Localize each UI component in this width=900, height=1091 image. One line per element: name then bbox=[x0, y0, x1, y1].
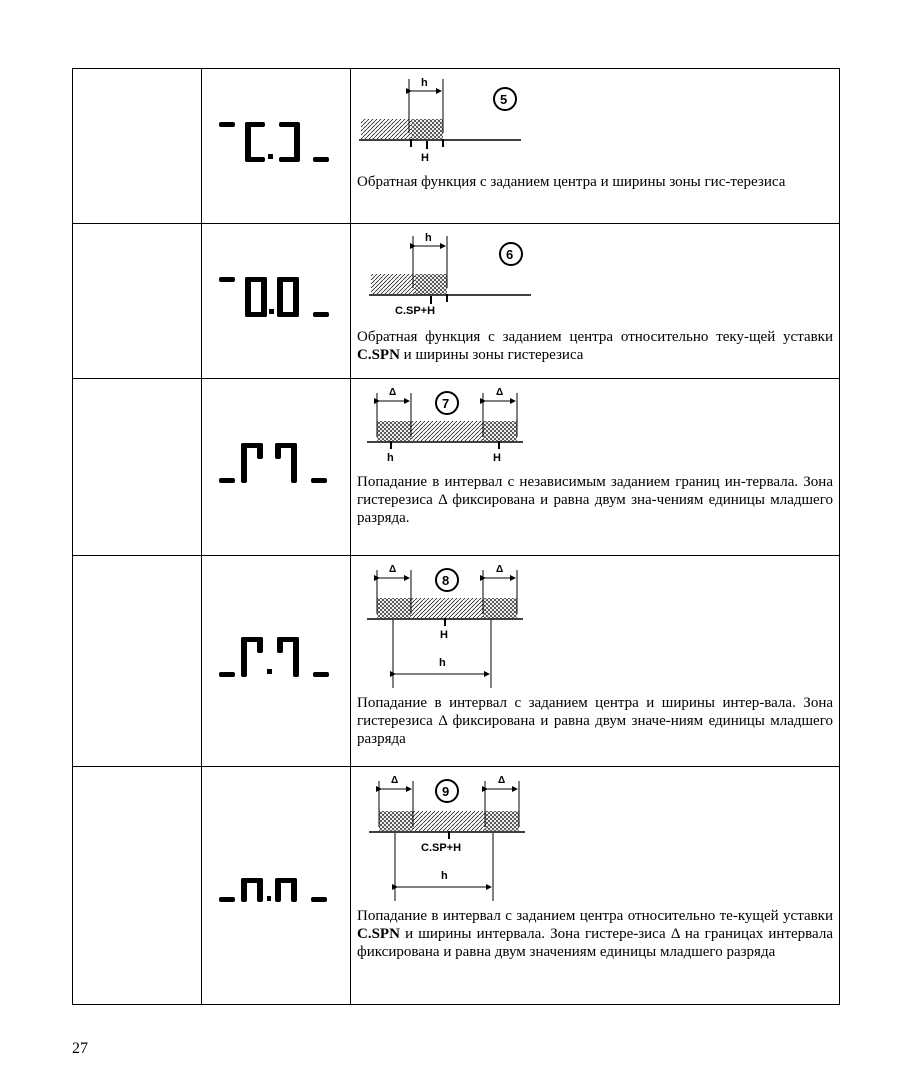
description-text: Попадание в интервал с заданием центра относительно те-кущей уставки C.SPN и ширины интервала. Зона гистере-зиса Δ на границах интервала фиксирована и равна двум значениям единицы младшего разряда bbox=[357, 908, 833, 960]
empty-cell bbox=[73, 224, 202, 379]
point-label: H bbox=[421, 152, 429, 164]
delta-label: Δ bbox=[496, 387, 504, 398]
display-symbol-cell bbox=[202, 556, 351, 767]
description-text: Обратная функция с заданием центра и ширины зоны гис-терезиса bbox=[357, 174, 786, 190]
description-cell bbox=[351, 556, 840, 767]
width-label: h bbox=[425, 232, 432, 244]
point-label: C.SP+H bbox=[395, 305, 436, 317]
table-row bbox=[73, 379, 840, 556]
seven-segment-code-icon bbox=[211, 271, 341, 331]
width-label: h bbox=[421, 77, 428, 89]
description-cell bbox=[351, 379, 840, 556]
empty-cell bbox=[73, 379, 202, 556]
description-text: Попадание в интервал с заданием центра и ширины интер-вала. Зона гистерезиса Δ фиксирована и равна двум значе-ниям единицы младшего разряда bbox=[357, 695, 833, 747]
seven-segment-code-icon bbox=[211, 116, 341, 176]
diagram-number: 5 bbox=[500, 92, 508, 107]
mode-table bbox=[72, 68, 840, 1005]
display-symbol-cell bbox=[202, 767, 351, 1005]
hysteresis-diagram-9 bbox=[355, 767, 555, 907]
empty-cell bbox=[73, 767, 202, 1005]
table-row bbox=[73, 767, 840, 1005]
seven-segment-code-icon bbox=[211, 437, 341, 497]
point-label: H bbox=[440, 629, 448, 641]
width-label: h bbox=[441, 870, 448, 882]
description-cell bbox=[351, 69, 840, 224]
table-row bbox=[73, 556, 840, 767]
width-label: h bbox=[439, 657, 446, 669]
seven-segment-code-icon bbox=[211, 631, 341, 691]
hysteresis-diagram-6 bbox=[355, 224, 555, 328]
delta-label: Δ bbox=[498, 775, 506, 786]
diagram-number: 8 bbox=[442, 573, 450, 588]
description-cell bbox=[351, 767, 840, 1005]
right-boundary-label: H bbox=[493, 452, 501, 464]
display-symbol-cell bbox=[202, 379, 351, 556]
page-number: 27 bbox=[72, 1040, 88, 1057]
description-text: Обратная функция с заданием центра относительно теку-щей уставки C.SPN и ширины зоны гистерезиса bbox=[357, 329, 833, 363]
point-label: C.SP+H bbox=[421, 842, 462, 854]
table-row bbox=[73, 69, 840, 224]
diagram-number: 7 bbox=[442, 396, 450, 411]
empty-cell bbox=[73, 69, 202, 224]
hysteresis-diagram-5 bbox=[355, 69, 555, 173]
display-symbol-cell bbox=[202, 224, 351, 379]
seven-segment-code-icon bbox=[211, 856, 341, 916]
hysteresis-diagram-7 bbox=[355, 379, 555, 473]
delta-label: Δ bbox=[389, 564, 397, 575]
description-text: Попадание в интервал с независимым заданием границ ин-тервала. Зона гистерезиса Δ фиксирована и равна двум зна-чениям единицы младшего разряда. bbox=[357, 474, 833, 526]
hysteresis-diagram-8 bbox=[355, 556, 555, 694]
table-row bbox=[73, 224, 840, 379]
left-boundary-label: h bbox=[387, 452, 394, 464]
delta-label: Δ bbox=[389, 387, 397, 398]
description-cell bbox=[351, 224, 840, 379]
delta-label: Δ bbox=[391, 775, 399, 786]
diagram-number: 9 bbox=[442, 784, 450, 799]
diagram-number: 6 bbox=[506, 247, 514, 262]
empty-cell bbox=[73, 556, 202, 767]
delta-label: Δ bbox=[496, 564, 504, 575]
display-symbol-cell bbox=[202, 69, 351, 224]
